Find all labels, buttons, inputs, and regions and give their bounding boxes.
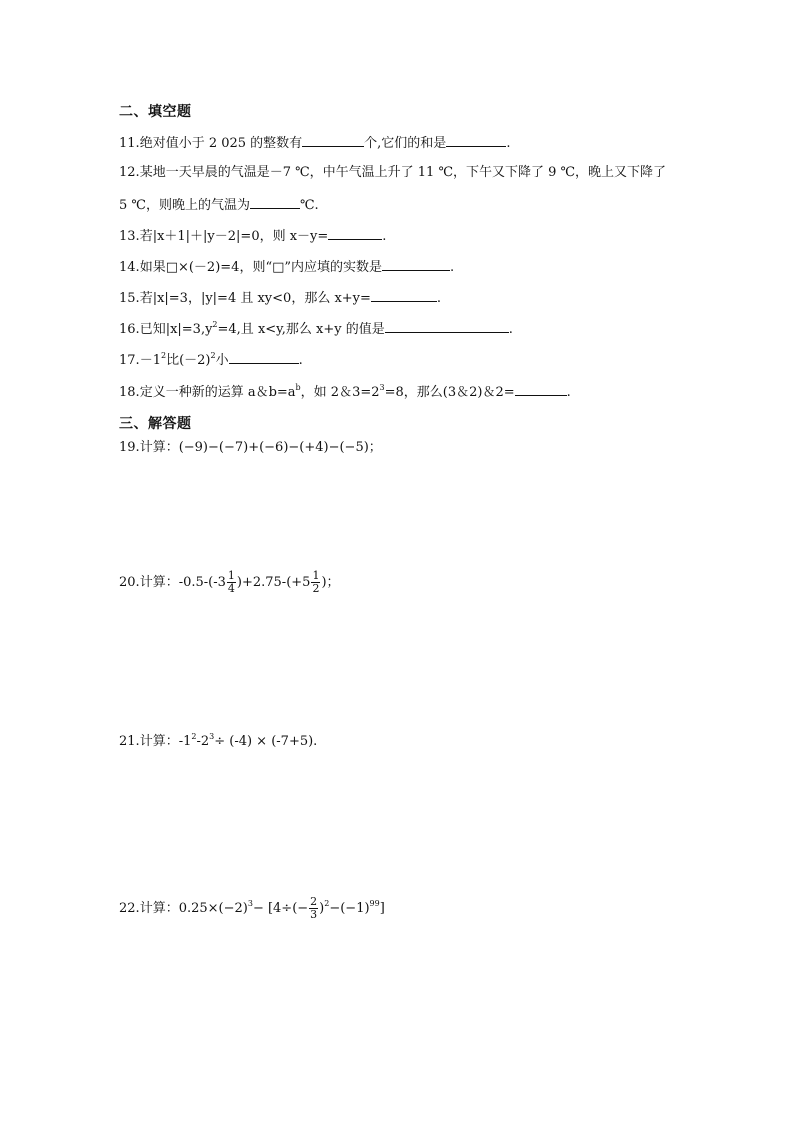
question-text: − [4÷(− xyxy=(252,901,309,916)
question-text: 计算：-0.5-(-3 xyxy=(139,575,226,590)
question-text: . xyxy=(298,353,303,368)
fraction-numerator: 1 xyxy=(312,569,320,582)
question-text: ，如 2＆3=2 xyxy=(300,385,380,400)
question-text: ÷ (-4) × (-7+5). xyxy=(214,734,318,749)
fraction xyxy=(309,896,318,921)
question-text: 绝对值小于 2 025 的整数有 xyxy=(139,136,303,151)
question-text: 计算：0.25×(−2) xyxy=(139,901,248,916)
answer-blank xyxy=(250,195,300,209)
question-21 xyxy=(119,733,317,751)
fraction-denominator: 3 xyxy=(310,908,318,921)
question-16 xyxy=(119,319,513,339)
question-14 xyxy=(119,257,454,277)
question-text: 若|x＋1|＋|y－2|=0，则 x－y= xyxy=(139,229,329,244)
question-number: 22. xyxy=(119,901,140,916)
exponent: 2 xyxy=(212,320,218,329)
fraction-denominator: 4 xyxy=(227,582,235,595)
exponent: 3 xyxy=(209,732,215,741)
question-number: 16. xyxy=(119,322,140,337)
question-text: . xyxy=(508,322,513,337)
exponent: 2 xyxy=(160,351,167,360)
fraction-numerator: 1 xyxy=(227,569,235,582)
section-title-fill-in: 二、填空题 xyxy=(119,104,192,120)
question-text: =4,且 x<y,那么 x+y 的值是 xyxy=(217,322,385,337)
question-number: 20. xyxy=(119,575,140,590)
question-number: 19. xyxy=(119,440,140,455)
exponent: 99 xyxy=(369,899,380,908)
question-number: 12. xyxy=(119,165,140,180)
question-number: 14. xyxy=(119,260,140,275)
question-text: 某地一天早晨的气温是－7 ℃，中午气温上升了 11 ℃，下午又下降了 9 ℃，晚上又下降了 xyxy=(139,165,667,180)
question-text: ℃. xyxy=(299,198,319,213)
question-13 xyxy=(119,226,386,246)
question-text: . xyxy=(436,291,442,306)
question-20 xyxy=(119,570,340,595)
section-title-solve: 三、解答题 xyxy=(119,416,192,432)
question-text: 比(－2) xyxy=(166,353,211,368)
question-text: . xyxy=(450,260,455,275)
question-text: 计算：-1 xyxy=(139,734,192,749)
question-number: 21. xyxy=(119,734,140,749)
question-text: 如果□×(－2)=4，则“□”内应填的实数是 xyxy=(139,260,383,275)
question-text: 已知|x|=3,y xyxy=(139,322,213,337)
question-text: . xyxy=(506,136,511,151)
answer-blank xyxy=(328,226,382,240)
exponent: 3 xyxy=(379,383,385,392)
question-number: 15. xyxy=(119,291,140,306)
exponent: b xyxy=(295,383,301,392)
question-text: )+2.75-(+5 xyxy=(236,575,311,590)
exponent: 2 xyxy=(324,899,330,908)
answer-blank xyxy=(302,133,364,147)
question-text: ] xyxy=(379,901,385,916)
answer-blank xyxy=(382,257,450,271)
question-text: . xyxy=(382,229,387,244)
question-text: 计算：(−9)−(−7)+(−6)−(+4)−(−5)； xyxy=(139,440,382,455)
question-17 xyxy=(119,350,303,370)
question-text: -2 xyxy=(196,734,210,749)
question-text: 定义一种新的运算 a＆b=a xyxy=(139,385,296,400)
question-12-continued xyxy=(119,195,319,215)
exponent: 3 xyxy=(247,899,253,908)
fraction-numerator: 2 xyxy=(310,895,318,908)
question-number: 17. xyxy=(119,353,140,368)
exponent: 2 xyxy=(210,351,216,360)
question-text: ) xyxy=(319,901,325,916)
question-19 xyxy=(119,439,382,457)
question-text: . xyxy=(566,385,571,400)
question-text: 个,它们的和是 xyxy=(364,136,447,151)
question-text: −(−1) xyxy=(329,901,370,916)
question-22 xyxy=(119,896,385,921)
answer-blank xyxy=(385,319,509,333)
question-number: 18. xyxy=(119,385,140,400)
answer-blank xyxy=(446,133,506,147)
question-text: 若|x|=3，|y|=4 且 xy<0，那么 x+y= xyxy=(139,291,371,306)
question-text: －1 xyxy=(139,353,161,368)
fraction xyxy=(311,570,320,595)
exponent: 2 xyxy=(191,732,197,741)
question-18 xyxy=(119,382,571,402)
question-text: 小 xyxy=(215,353,229,368)
question-11 xyxy=(119,133,510,153)
fraction xyxy=(227,570,236,595)
question-15 xyxy=(119,288,441,308)
answer-blank xyxy=(229,350,299,364)
question-number: 13. xyxy=(119,229,140,244)
question-text: =8，那么(3＆2)＆2= xyxy=(384,385,515,400)
answer-blank xyxy=(371,288,437,302)
question-text: 5 ℃，则晚上的气温为 xyxy=(119,198,250,213)
answer-blank xyxy=(515,382,567,396)
question-number: 11. xyxy=(119,136,140,151)
question-12 xyxy=(119,164,666,182)
fraction-denominator: 2 xyxy=(312,582,320,595)
question-text: )； xyxy=(321,575,340,590)
